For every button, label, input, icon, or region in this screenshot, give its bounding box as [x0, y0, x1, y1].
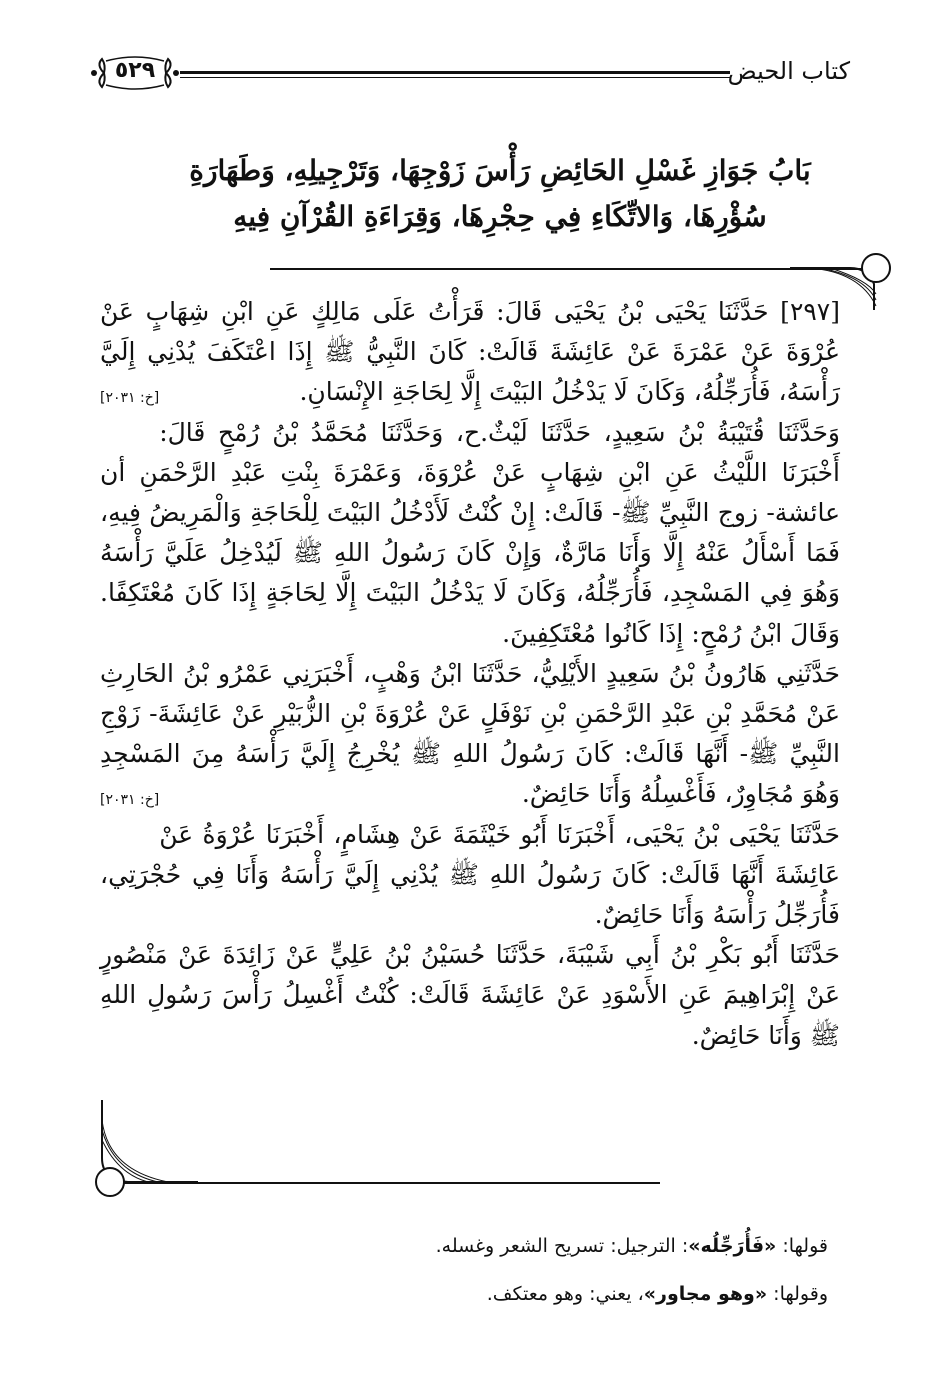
header-rule [180, 71, 730, 74]
corner-ornament-icon [88, 1100, 198, 1200]
footnote: وقولها: «وهو مجاور»، يعني: وهو معتكف. [486, 1283, 828, 1305]
hadith-paragraph: [٢٩٧] حَدَّثَنَا يَحْيَى بْنُ يَحْيَى قَالَ: قَرَأْتُ عَلَى مَالِكٍ عَنِ ابْنِ شِهَابٍ عَنْ عُرْوَةَ عَنْ عَمْرَةَ عَنْ عَائِشَةَ قَالَتْ: كَانَ النَّبِيُّ ﷺ إِذَا اعْتَكَفَ يُدْنِي إِلَيَّ رَأْسَهُ، فَأُرَجِّلُهُ، وَكَانَ لَا يَدْخُلُ البَيْتَ إِلَّا لِحَاجَةِ الإِنْسَانِ. [خ: ٢٠٣١] [100, 292, 840, 413]
hadith-paragraph: حَدَّثَنِي هَارُونُ بْنُ سَعِيدٍ الأَيْلِيُّ، حَدَّثَنَا ابْنُ وَهْبٍ، أَخْبَرَنِي عَمْرُو بْنُ الحَارِثِ عَنْ مُحَمَّدِ بْنِ عَبْدِ الرَّحْمَنِ بْنِ نَوْفَلٍ عَنْ عُرْوَةَ بْنِ الزُّبَيْرِ عَنْ عَائِشَةَ- زَوْجِ النَّبِيِّ ﷺ- أَنَّهَا قَالَتْ: كَانَ رَسُولُ اللهِ ﷺ يُخْرِجُ إِلَيَّ رَأْسَهُ مِنَ المَسْجِدِ وَهُوَ مُجَاوِرٌ، فَأَغْسِلُهُ وَأَنَا حَائِضٌ. [خ: ٢٠٣١] [100, 654, 840, 815]
hadith-paragraph: وَحَدَّثَنَا قُتَيْبَةُ بْنُ سَعِيدٍ، حَدَّثَنَا لَيْثٌ.ح، وَحَدَّثَنَا مُحَمَّدُ بْنُ رُمْحٍ قَالَ: أَخْبَرَنَا اللَّيْثُ عَنِ ابْنِ شِهَابٍ عَنْ عُرْوَةَ، وَعَمْرَةَ بِنْتِ عَبْدِ الرَّحْمَنِ أن عائشة- زوج النَّبِيِّ ﷺ- قَالَتْ: إِنْ كُنْتُ لَأَدْخُلُ البَيْتَ لِلْحَاجَةِ وَالْمَرِيضُ فِيهِ، فَمَا أَسْأَلُ عَنْهُ إِلَّا وَأَنَا مَارَّةٌ، وَإِنْ كَانَ رَسُولُ اللهِ ﷺ لَيُدْخِلُ عَلَيَّ رَأْسَهُ وَهُوَ فِي المَسْجِدِ، فَأُرَجِّلُهُ، وَكَانَ لَا يَدْخُلُ البَيْتَ إِلَّا لِحَاجَةٍ إِذَا كَانَ مُعْتَكِفًا. وَقَالَ ابْنُ رُمْحٍ: إِذَا كَانُوا مُعْتَكِفِينَ. [100, 417, 840, 648]
hadith-text [100, 292, 840, 1056]
footnote: قولها: «فَأُرَجِّلُه»: الترجيل: تسريح الشعر وغسله. [435, 1235, 828, 1257]
page-number: ٥٢٩ [114, 58, 156, 83]
reference: [خ: ٢٠٣١] [100, 792, 160, 809]
chapter-title: بَابُ جَوَازِ غَسْلِ الحَائِضِ رَأْسَ زَوْجِهَا، وَتَرْجِيلِهِ، وَطَهَارَةِ سُؤْرِهَا، وَالاتِّكَاءِ فِي حِجْرِهَا، وَقِرَاءَةِ القُرْآنِ فِيهِ [189, 154, 811, 233]
reference: [خ: ٢٠٣١] [100, 390, 160, 407]
hadith-paragraph: حَدَّثَنَا يَحْيَى بْنُ يَحْيَى، أَخْبَرَنَا أَبُو خَيْثَمَةَ عَنْ هِشَامٍ، أَخْبَرَنَا عُرْوَةُ عَنْ عَائِشَةَ أَنَّهَا قَالَتْ: كَانَ رَسُولُ اللهِ ﷺ يُدْنِي إِلَيَّ رَأْسَهُ وَأَنَا فِي حُجْرَتِي، فَأُرَجِّلُ رَأْسَهُ وَأَنَا حَائِضٌ. [100, 819, 840, 930]
header-rule-thin [180, 77, 730, 78]
book-title: كتاب الحيض [727, 57, 850, 85]
hadith-paragraph: حَدَّثَنَا أَبُو بَكْرِ بْنُ أَبِي شَيْبَةَ، حَدَّثَنَا حُسَيْنُ بْنُ عَلِيٍّ عَنْ زَائِدَةَ عَنْ مَنْصُورٍ عَنْ إِبْرَاهِيمَ عَنِ الأَسْوَدِ عَنْ عَائِشَةَ قَالَتْ: كُنْتُ أَغْسِلُ رَأْسَ رَسُولِ اللهِ ﷺ وَأَنَا حَائِضٌ. [100, 940, 840, 1050]
footnotes [100, 1222, 828, 1318]
page-number-frame [90, 55, 180, 91]
page-header [90, 55, 850, 95]
frame-top-rule [270, 268, 870, 270]
